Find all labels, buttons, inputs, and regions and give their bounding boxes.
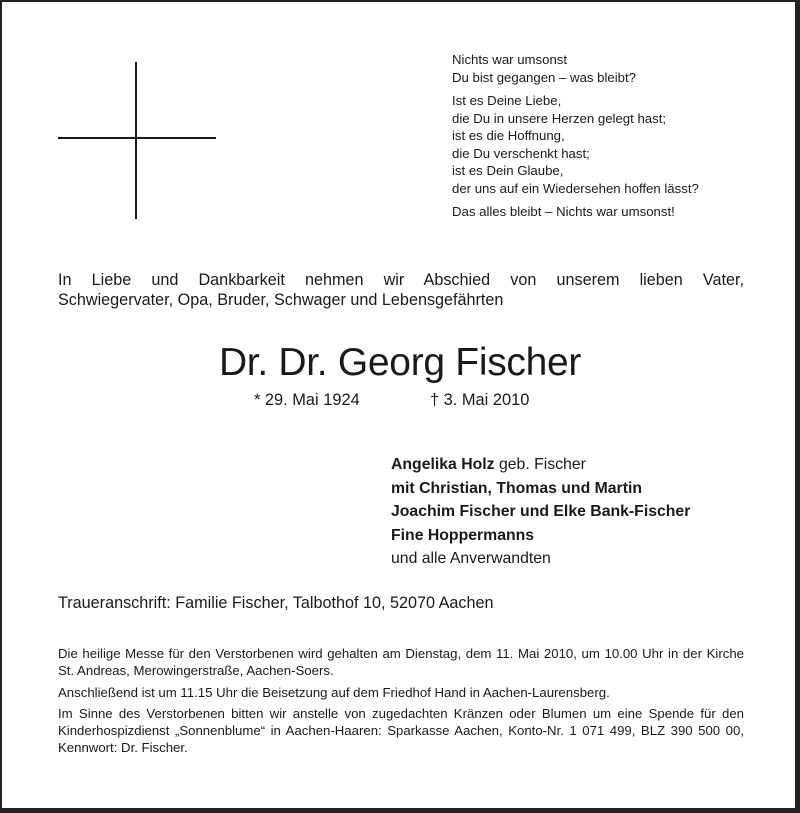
birth-date: * 29. Mai 1924 [254,391,360,409]
family-line [391,524,690,548]
poem-line: Das alles bleibt – Nichts war umsonst! [452,204,675,219]
family-name-bold: Fine Hoppermanns [391,526,535,544]
deceased-name: Dr. Dr. Georg Fischer [218,341,582,384]
family-line [391,453,690,477]
poem [452,51,699,227]
family-name-bold: mit Christian, Thomas und Martin [391,479,643,497]
poem-stanza [452,51,699,86]
poem-line: Ist es Deine Liebe, [452,93,562,108]
mourning-address: Traueranschrift: Familie Fischer, Talbothof 10, 52070 Aachen [58,594,494,612]
donation-note: Im Sinne des Verstorbenen bitten wir anstelle von zugedachten Kränzen oder Blumen um eine Spende für den Kinderhospizdienst „Sonnenblume“ in Aachen-Haaren: Sparkasse Aachen, Konto-Nr. 1 071 499, BLZ 390 500 00, Kennwort: Dr. Fischer. [58,705,744,756]
intro-line: Schwiegervater, Opa, Bruder, Schwager und Lebensgefährten [58,291,504,309]
family-line: und alle Anverwandten [391,550,551,567]
cross-vertical-bar [135,62,137,219]
poem-stanza [452,92,699,197]
poem-line: der uns auf ein Wiedersehen hoffen lässt? [452,180,699,196]
family-name-bold: Joachim Fischer und Elke Bank-Fischer [391,503,691,520]
mass-note: Die heilige Messe für den Verstorbenen wird gehalten am Dienstag, dem 11. Mai 2010, um 10.00 Uhr in der Kirche St. Andreas, Merowingerstraße, Aachen-Soers. [58,646,744,679]
intro-line: In Liebe und Dankbarkeit nehmen wir Abschied von unserem lieben Vater, [58,271,744,289]
family-signatures [391,453,690,571]
poem-line: ist es Dein Glaube, [452,163,564,178]
poem-line: die Du in unsere Herzen gelegt hast; [452,110,667,126]
poem-line: Du bist gegangen – was bleibt? [452,69,637,85]
poem-line: die Du verschenkt hast; [452,145,590,161]
notes [58,645,744,761]
death-date: † 3. Mai 2010 [430,391,530,409]
family-line [391,500,690,524]
cross-horizontal-bar [58,137,216,139]
poem-line: ist es die Hoffnung, [452,128,565,143]
family-name-bold: Angelika Holz [391,456,495,473]
intro-text [58,270,744,310]
poem-line: Nichts war umsonst [452,52,568,67]
family-line [391,477,690,501]
burial-note: Anschließend ist um 11.15 Uhr die Beisetzung auf dem Friedhof Hand in Aachen-Laurensberg. [58,684,610,700]
poem-stanza [452,203,699,221]
family-name-note: geb. Fischer [494,456,586,473]
